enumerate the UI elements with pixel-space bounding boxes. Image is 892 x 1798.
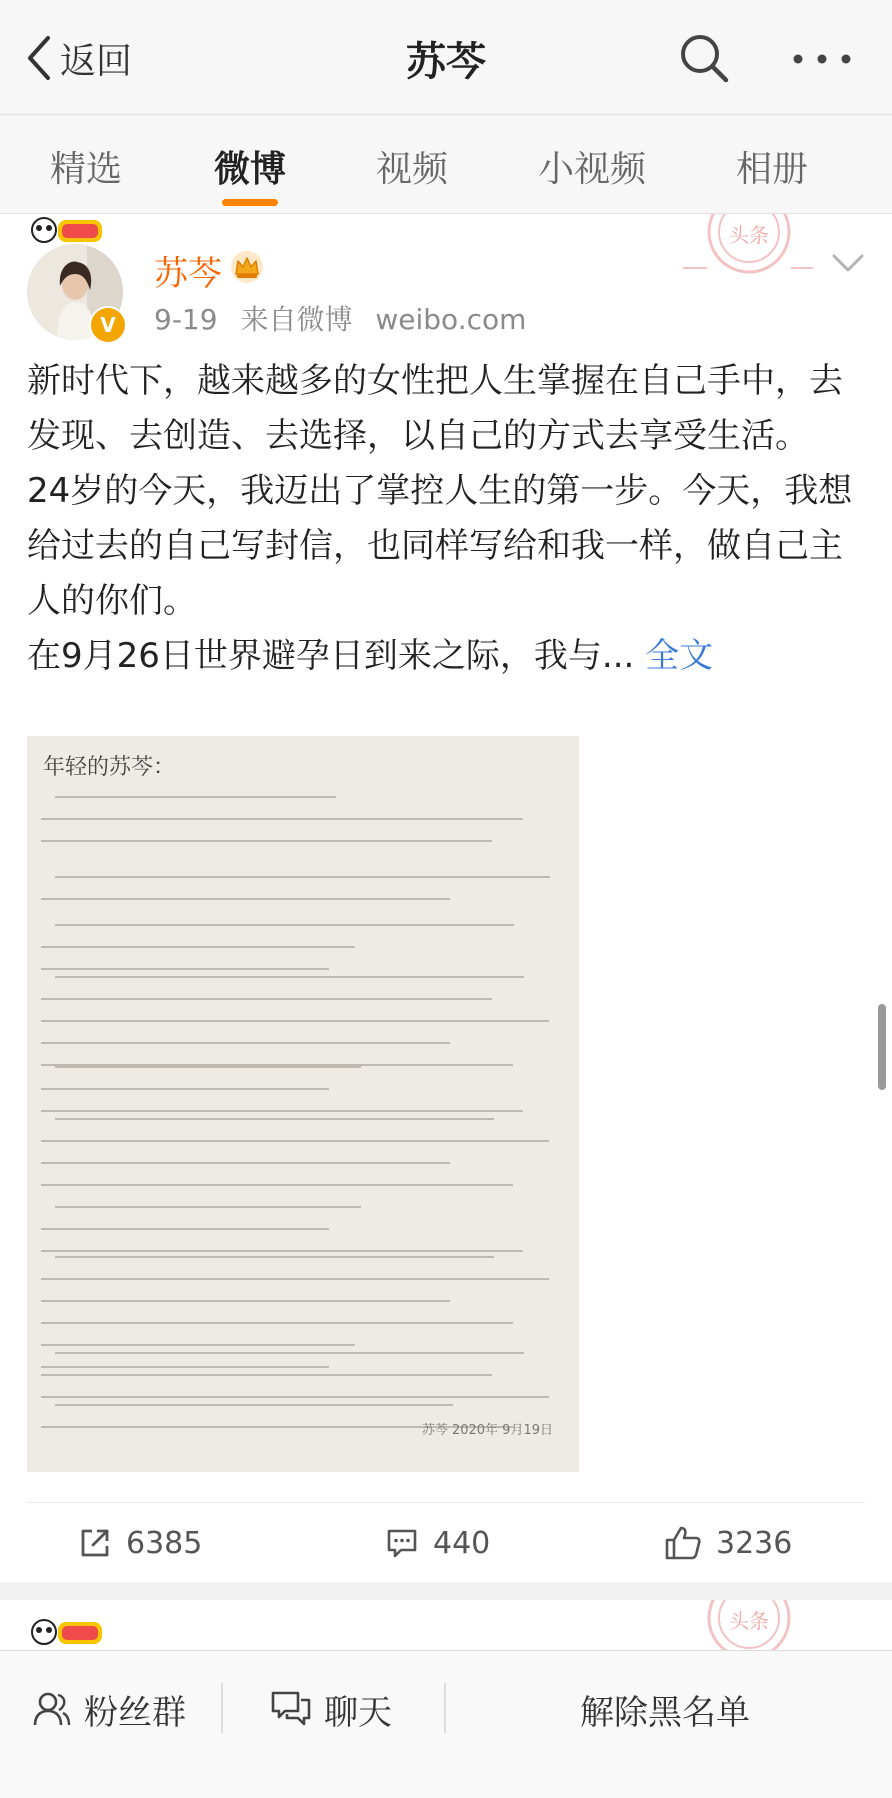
chevron-left-icon	[22, 32, 56, 84]
chat-button[interactable]	[270, 1651, 392, 1767]
truncated-text: 在9月26日世界避孕日到来之际，我与...	[27, 636, 635, 676]
handwriting-line	[41, 1300, 450, 1302]
handwriting-line	[55, 796, 336, 798]
chat-icon	[270, 1689, 312, 1729]
fan-group-label: 粉丝群	[84, 1692, 186, 1733]
handwriting-line	[41, 840, 492, 842]
handwriting-line	[41, 1278, 549, 1280]
handwriting-line	[41, 1344, 355, 1346]
handwriting-line	[55, 976, 524, 978]
crown-vip-icon[interactable]	[228, 250, 266, 284]
tab-weibo[interactable]: 微博	[213, 149, 287, 190]
post-meta	[154, 298, 540, 338]
tab-featured[interactable]: 精选	[49, 149, 123, 190]
handwriting-line	[41, 1110, 523, 1112]
comment-count: 440	[433, 1525, 491, 1561]
unblock-button[interactable]	[580, 1651, 750, 1767]
handwriting-line	[55, 1352, 524, 1354]
back-button[interactable]	[22, 30, 132, 86]
comment-icon	[385, 1526, 419, 1560]
handwriting-line	[41, 1020, 549, 1022]
weibo-post-card	[0, 214, 892, 1582]
handwriting-line	[41, 1088, 329, 1090]
handwriting-line	[41, 1374, 492, 1376]
like-button[interactable]	[664, 1504, 792, 1582]
handwriting-line	[41, 1162, 450, 1164]
handwriting-line	[55, 876, 550, 878]
more-icon[interactable]	[790, 44, 854, 74]
fan-badge-icon	[30, 1616, 106, 1650]
verified-badge-icon: V	[89, 306, 127, 344]
like-count: 3236	[716, 1525, 793, 1561]
handwriting-line	[41, 946, 355, 948]
handwriting-line	[55, 1404, 453, 1406]
tab-video[interactable]: 视频	[375, 149, 449, 190]
handwriting-line	[41, 1228, 329, 1230]
headline-stamp-icon	[683, 214, 813, 284]
handwriting-line	[41, 1250, 523, 1252]
active-tab-indicator	[222, 199, 278, 206]
handwriting-line	[55, 924, 514, 926]
scrollbar-thumb[interactable]	[878, 1004, 886, 1090]
repost-count: 6385	[126, 1525, 203, 1561]
repost-button[interactable]	[78, 1504, 202, 1582]
handwriting-line	[41, 1322, 513, 1324]
handwriting-line	[55, 1256, 494, 1258]
top-navigation-bar	[0, 0, 892, 115]
comment-button[interactable]	[385, 1504, 490, 1582]
search-icon[interactable]	[676, 30, 732, 86]
post-domain: weibo.com	[375, 303, 527, 336]
profile-tabs	[0, 115, 892, 214]
post-paragraph: 24岁的今天，我迈出了掌控人生的第一步。今天，我想给过去的自己写封信，也同样写给和我一样，做自己主人的你们。	[27, 471, 853, 621]
post-image-letter[interactable]	[27, 736, 579, 1472]
post-action-bar	[0, 1504, 892, 1582]
fan-group-button[interactable]	[32, 1651, 186, 1767]
svg-text:头条: 头条	[729, 223, 769, 247]
post-body	[27, 354, 865, 684]
handwriting-line	[41, 1396, 549, 1398]
divider	[221, 1683, 223, 1733]
unblock-label: 解除黑名单	[580, 1692, 750, 1733]
divider	[444, 1683, 446, 1733]
handwriting-line	[41, 818, 523, 820]
full-text-link[interactable]: 全文	[645, 636, 714, 676]
divider	[27, 1502, 865, 1503]
page-title: 苏芩	[406, 39, 486, 85]
handwriting-line	[41, 968, 329, 970]
chat-label: 聊天	[324, 1692, 392, 1733]
chevron-down-icon[interactable]	[830, 250, 866, 276]
letter-title: 年轻的苏芩：	[43, 755, 176, 780]
post-source: 来自微博	[240, 303, 353, 336]
headline-stamp-icon	[683, 1600, 813, 1650]
handwriting-line	[55, 1206, 361, 1208]
handwriting-line	[41, 898, 450, 900]
handwriting-line	[41, 1366, 329, 1368]
handwriting-line	[41, 998, 492, 1000]
letter-signature: 苏芩 2020年 9月19日	[421, 1423, 553, 1438]
post-paragraph: 新时代下，越来越多的女性把人生掌握在自己手中，去发现、去创造、去选择，以自己的方式去享受生活。	[27, 361, 843, 456]
handwriting-line	[41, 1042, 450, 1044]
fan-group-icon	[32, 1689, 72, 1729]
tab-short-video[interactable]: 小视频	[537, 149, 647, 190]
back-label: 返回	[60, 40, 133, 82]
handwriting-line	[55, 1066, 361, 1068]
post-date: 9-19	[154, 303, 218, 336]
handwriting-line	[55, 1118, 494, 1120]
bottom-action-bar	[0, 1650, 892, 1798]
thumbs-up-icon	[664, 1525, 702, 1561]
next-post-card-peek	[0, 1600, 892, 1650]
repost-icon	[78, 1526, 112, 1560]
tab-album[interactable]: 相册	[735, 149, 809, 190]
svg-text:头条: 头条	[729, 1609, 769, 1633]
post-truncated-line	[27, 629, 865, 684]
fan-badge-icon	[30, 214, 106, 248]
handwriting-line	[41, 1184, 513, 1186]
post-author-name[interactable]: 苏芩	[154, 254, 222, 294]
handwriting-line	[41, 1140, 549, 1142]
